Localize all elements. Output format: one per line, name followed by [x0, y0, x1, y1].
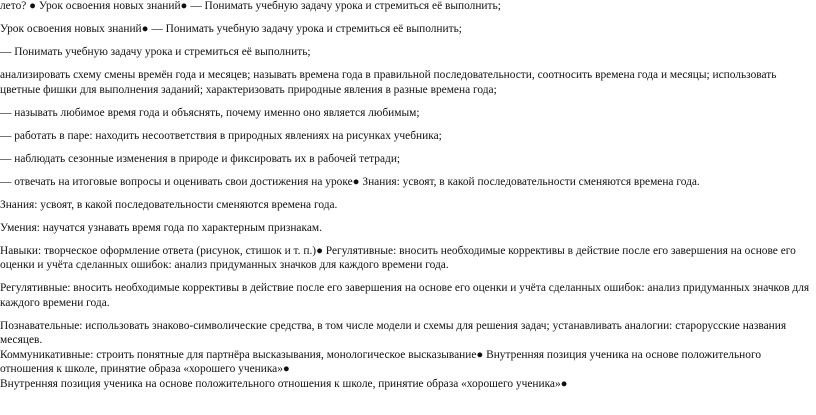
- paragraph-communicative: Коммуникативные: строить понятные для партнёра высказывания, монологическое высказывание● Внутренняя позиция ученика на основе положительного отношения к школе, принятие образа «хорошего ученика»●: [0, 348, 762, 375]
- paragraph-task-goal: — Понимать учебную задачу урока и стремиться её выполнить;: [0, 46, 311, 58]
- paragraph-lesson-intro: лето? ● Урок освоения новых знаний● — Понимать учебную задачу урока и стремиться её выполнить;: [0, 0, 501, 12]
- paragraph-student-position: Внутренняя позиция ученика на основе положительного отношения к школе, принятие образа «хорошего ученика»●: [0, 377, 568, 390]
- paragraph-observation: — наблюдать сезонные изменения в природе и фиксировать их в рабочей тетради;: [0, 152, 401, 165]
- paragraph-analysis: анализировать схему смены времён года и месяцев; называть времена года в правильной последовательности, соотносить времена года и месяцы; использовать цветные фишки для выполнения заданий; характеризовать природные явления в разные времена года;: [0, 69, 777, 96]
- paragraph-final-questions: — отвечать на итоговые вопросы и оценивать свои достижения на уроке● Знания: усвоят, в какой последовательности сменяются времена года.: [0, 175, 700, 188]
- paragraph-regulatory: Регулятивные: вносить необходимые коррективы в действие после его завершения на основе его оценки и учёта сделанных ошибок: анализ придуманных значков для каждого времени года.: [0, 282, 810, 309]
- paragraph-knowledge: Знания: усвоят, в какой последовательности сменяются времена года.: [0, 198, 338, 211]
- paragraph-skills: Умения: научатся узнавать время года по характерным признакам.: [0, 221, 322, 234]
- paragraph-cognitive: Познавательные: использовать знаково-символические средства, в том числе модели и схемы для решения задач; устанавливать аналогии: старорусские названия месяцев.: [0, 319, 787, 346]
- paragraph-lesson-type: Урок освоения новых знаний● — Понимать учебную задачу урока и стремиться её выполнить;: [0, 23, 462, 35]
- paragraph-pair-work: — работать в паре: находить несоответствия в природных явлениях на рисунках учебника;: [0, 129, 442, 142]
- paragraph-abilities: Навыки: творческое оформление ответа (рисунок, стишок и т. п.)● Регулятивные: вносить необходимые коррективы в действие после его завершения на основе его оценки и учёта сделанных ошибок: анализ придуманных значков для каждого времени года.: [0, 244, 796, 271]
- paragraph-favorite-season: — называть любимое время года и объяснять, почему именно оно является любимым;: [0, 106, 420, 119]
